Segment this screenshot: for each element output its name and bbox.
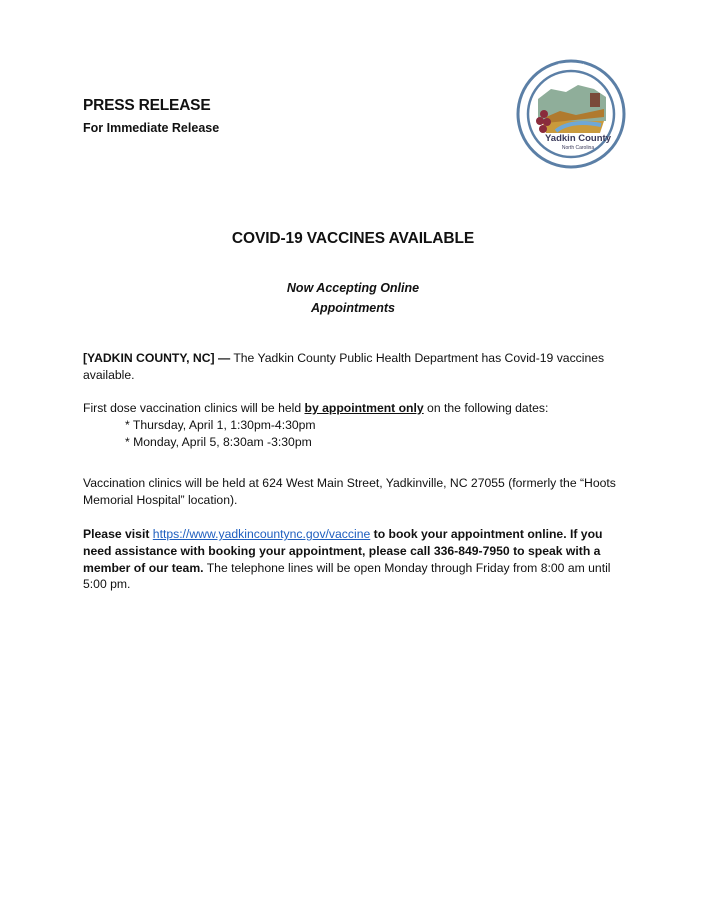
subheadline-line2: Appointments — [310, 301, 396, 315]
subheadline-line1: Now Accepting Online — [286, 281, 420, 295]
booking-post: to book your appointment online. If you need assistance with booking your appointment, please call 336-849-7950 to speak with a member of our team. — [83, 527, 603, 575]
intro-paragraph — [83, 350, 623, 384]
booking-paragraph — [83, 526, 623, 593]
location-paragraph: Vaccination clinics will be held at 624 West Main Street, Yadkinville, NC 27055 (formerly the “Hoots Memorial Hospital” location). — [83, 476, 616, 507]
clinic-date-1: * Thursday, April 1, 1:30pm-4:30pm — [125, 417, 316, 432]
dateline: [YADKIN COUNTY, NC] — — [83, 351, 231, 365]
svg-text:Established: Established — [558, 63, 584, 70]
intro-text: The Yadkin County Public Health Department has Covid-19 vaccines available. — [83, 351, 605, 382]
svg-text:1850: 1850 — [565, 160, 577, 166]
phone-hours-text: The telephone lines will be open Monday through Friday from 8:00 am until 5:00 pm. — [83, 560, 611, 592]
subheadline — [0, 278, 706, 318]
clinic-date-2: * Monday, April 5, 8:30am -3:30pm — [125, 434, 312, 449]
clinic-dates-paragraph — [83, 400, 623, 450]
svg-text:North Carolina: North Carolina — [561, 145, 595, 151]
dates-intro-post: on the following dates: — [423, 401, 549, 415]
vaccine-booking-link[interactable]: https://www.yadkincountync.gov/vaccine — [152, 527, 371, 541]
appointment-only-emphasis: by appointment only — [304, 401, 424, 415]
headline: COVID-19 VACCINES AVAILABLE — [231, 230, 475, 247]
county-seal-logo — [516, 59, 626, 169]
booking-pre: Please visit — [83, 527, 153, 541]
dates-intro-pre: First dose vaccination clinics will be held — [83, 401, 305, 415]
press-release-title: PRESS RELEASE — [83, 97, 211, 114]
release-subtitle: For Immediate Release — [83, 121, 220, 135]
svg-text:Yadkin County: Yadkin County — [545, 133, 611, 144]
